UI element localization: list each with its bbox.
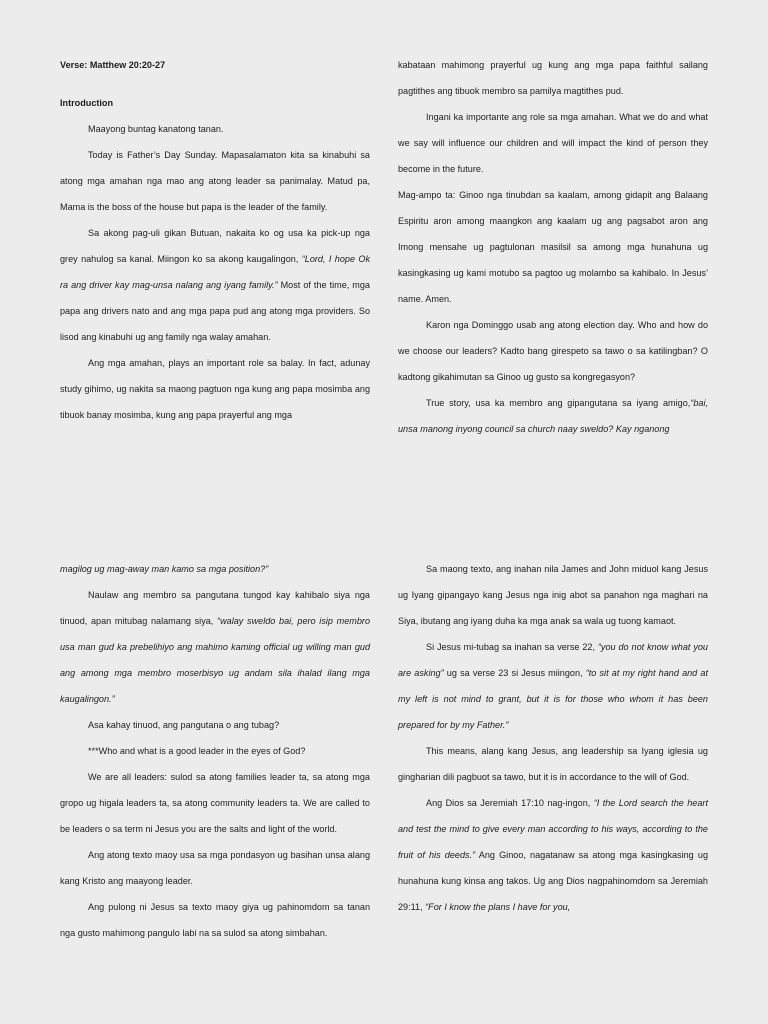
- bottom-left-column: [60, 556, 370, 946]
- verse-reference: Verse: Matthew 20:20-27: [60, 60, 166, 70]
- top-right-column: [398, 52, 708, 442]
- paragraph: Ingani ka importante ang role sa mga amahan. What we do and what we say will influence our children and will impact the kind of person they become in the future.: [398, 112, 708, 174]
- paragraph: Sa maong texto, ang inahan nila James and John miduol kang Jesus ug Iyang gipangayo kang Jesus nga inig abot sa panahon nga maghari na Siya, ibutang ang iyang duha ka mga anak sa wala ug tuong kamaot.: [398, 564, 708, 626]
- quote: “walay sweldo bai, pero isip membro usa man gud ka prebelihiyo ang mahimo kaming official ug willing man gud ang among mga membro moserbisyo ug andam sila ihalad ilang mga kaugalingon.”: [60, 616, 370, 704]
- paragraph: We are all leaders: sulod sa atong families leader ta, sa atong mga gropo ug higala leaders ta, sa atong community leaders ta. We are called to be leaders o sa term ni Jesus you are the salts and light of the world.: [60, 772, 370, 834]
- paragraph: Karon nga Dominggo usab ang atong election day. Who and how do we choose our leaders? Kadto bang girespeto sa tawo o sa katilingban? O kadtong gikahimutan sa Ginoo ug gusto sa kongregasyon?: [398, 320, 708, 382]
- quote-continuation: magilog ug mag-away man kamo sa mga position?”: [60, 564, 269, 574]
- paragraph: Asa kahay tinuod, ang pangutana o ang tubag?: [88, 720, 280, 730]
- paragraph: Si Jesus mi-tubag sa inahan sa verse 22, “you do not know what you are asking” ug sa verse 23 si Jesus miingon, “to sit at my right hand and at my left is not mind to grant, but it is for those who whom it has been prepared for by my Father.”: [398, 642, 708, 730]
- paragraph: Sa akong pag-uli gikan Butuan, nakaita ko og usa ka pick-up nga grey nahulog sa kanal. Miingon ko sa akong kaugalingon, “Lord, I hope Ok ra ang driver kay mag-unsa nalang ang iyang family.” Most of the time, mga papa ang drivers nato and ang mga papa pud ang atong mga providers. So lisod ang kinabuhi ug ang family nga walay amahan.: [60, 228, 370, 342]
- paragraph: Ang mga amahan, plays an important role sa balay. In fact, adunay study gihimo, ug nakita sa maong pagtuon nga kung ang papa mosimba ang tibuok banay mosimba, kung ang papa prayerful ang mga: [60, 358, 370, 420]
- paragraph: True story, usa ka membro ang gipangutana sa iyang amigo,“bai, unsa manong inyong council sa church naay sweldo? Kay nganong: [398, 398, 708, 434]
- paragraph: Ang Dios sa Jeremiah 17:10 nag-ingon, “I the Lord search the heart and test the mind to give every man according to his ways, according to the fruit of his deeds.” Ang Ginoo, nagatanaw sa atong mga kasingkasing ug hunahuna kung kinsa ang takos. Ug ang Dios nagpahinomdom sa Jeremiah 29:11, “For I know the plans I have for you,: [398, 798, 709, 912]
- top-left-column: [60, 52, 370, 428]
- bottom-right-column: [398, 556, 708, 920]
- paragraph: This means, alang kang Jesus, ang leadership sa Iyang iglesia ug gingharian dili pagbuot sa tawo, but it is in accordance to the will of God.: [398, 746, 708, 782]
- quote: “I the Lord search the heart and test the mind to give every man according to his ways, according to the fruit of his deeds.”: [398, 798, 708, 860]
- paragraph: Ang pulong ni Jesus sa texto maoy giya ug pahinomdom sa tanan nga gusto mahimong pangulo labi na sa sulod sa atong simbahan.: [60, 902, 370, 938]
- quote: “Lord, I hope Ok ra ang driver kay mag-unsa nalang ang iyang family.”: [60, 254, 370, 290]
- paragraph: kabataan mahimong prayerful ug kung ang mga papa faithful sailang pagtithes ang tibuok membro sa pamilya magtithes pud.: [398, 60, 708, 96]
- paragraph: Ang atong texto maoy usa sa mga pondasyon ug basihan unsa alang kang Kristo ang maayong leader.: [60, 850, 370, 886]
- prayer-paragraph: Mag-ampo ta: Ginoo nga tinubdan sa kaalam, among gidapit ang Balaang Espiritu aron among maangkon ang kaalam ug ang pagsabot aron ang Imong mensahe ug pagtulonan masilsil sa among mga hunahuna ug kasingkasing ug kami motubo sa pagtoo ug molambo sa kahibalo. In Jesus’ name. Amen.: [398, 190, 708, 304]
- quote: “For I know the plans I have for you,: [425, 902, 571, 912]
- paragraph: Maayong buntag kanatong tanan.: [88, 124, 224, 134]
- quote: “you do not know what you are asking”: [398, 642, 708, 678]
- quote: “bai, unsa manong inyong council sa church naay sweldo? Kay nganong: [398, 398, 708, 434]
- quote: “to sit at my right hand and at my left is not mind to grant, but it is for those who whom it has been prepared for by my Father.”: [398, 668, 708, 730]
- paragraph: Today is Father’s Day Sunday. Mapasalamaton kita sa kinabuhi sa atong mga amahan nga mao ang atong leader sa panimalay. Matud pa, Mama is the boss of the house but papa is the leader of the family.: [60, 150, 370, 212]
- paragraph: ***Who and what is a good leader in the eyes of God?: [88, 746, 306, 756]
- section-heading: Introduction: [60, 98, 114, 108]
- paragraph: Naulaw ang membro sa pangutana tungod kay kahibalo siya nga tinuod, apan mitubag nalamang siya, “walay sweldo bai, pero isip membro usa man gud ka prebelihiyo ang mahimo kaming official ug willing man gud ang among mga membro moserbisyo ug andam sila ihalad ilang mga kaugalingon.”: [60, 590, 370, 704]
